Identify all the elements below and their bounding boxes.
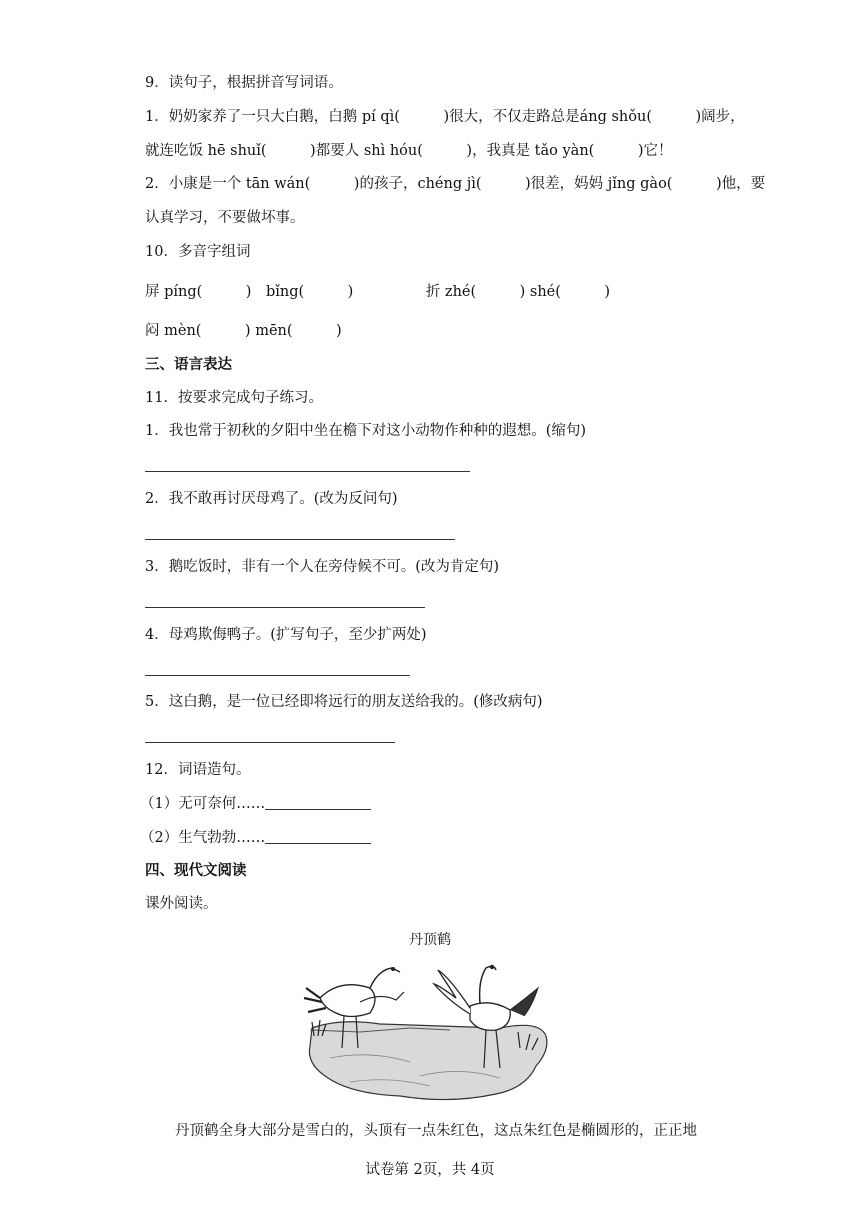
q11-item-3: 3．鹅吃饭时，非有一个人在旁侍候不可。(改为肯定句): [145, 559, 500, 575]
q11-item-1: 1．我也常于初秋的夕阳中坐在檐下对这小动物作种种的遐想。(缩句): [145, 423, 587, 439]
reading-paragraph-line1: 丹顶鹤全身大部分是雪白的，头顶有一点朱红色，这点朱红色是椭圆形的，正正地: [175, 1123, 697, 1139]
q12-item-2-text: （2）生气勃勃……: [140, 830, 266, 846]
q11-item-4: 4．母鸡欺侮鸭子。(扩写句子，至少扩两处): [145, 627, 427, 643]
q9-sentence2-line2: 认真学习，不要做坏事。: [145, 210, 305, 226]
q12-answer-blank-2[interactable]: [265, 829, 371, 844]
answer-line-3[interactable]: [145, 607, 425, 608]
q9-title: 9．读句子，根据拼音写词语。: [145, 75, 343, 91]
q12-item-1: [140, 794, 371, 814]
q11-item-5: 5．这白鹅，是一位已经即将远行的朋友送给我的。(修改病句): [145, 694, 543, 710]
q9-sentence1-line1: 1．奶奶家养了一只大白鹅，白鹅 pí qì( )很大，不仅走路总是áng shǒu( )阔步，: [145, 109, 745, 125]
q10-row2: 闷 mèn( ) mēn( ): [145, 323, 342, 339]
q10-title: 10．多音字组词: [145, 244, 251, 260]
q12-item-2: [140, 828, 371, 848]
page-footer: 试卷第 2页，共 4页: [365, 1162, 495, 1178]
q9-sentence2-line1: 2．小康是一个 tān wán( )的孩子，chéng jì( )很差，妈妈 jǐng gào( )他，要: [145, 176, 766, 192]
reading-intro: 课外阅读。: [145, 896, 218, 912]
answer-line-1[interactable]: [145, 471, 470, 472]
answer-line-2[interactable]: [145, 539, 455, 540]
q11-title: 11．按要求完成句子练习。: [145, 390, 323, 406]
section4-heading: 四、现代文阅读: [145, 862, 247, 879]
q12-title: 12．词语造句。: [145, 762, 251, 778]
reading-title: 丹顶鹤: [409, 932, 451, 948]
q12-item-1-text: （1）无可奈何……: [140, 796, 266, 812]
q10-row1: 屏 píng( ) bǐng( ) 折 zhé( ) shé( ): [145, 284, 611, 300]
answer-line-5[interactable]: [145, 742, 395, 743]
two-cranes-illustration: [300, 958, 550, 1108]
section3-heading: 三、语言表达: [145, 356, 232, 373]
q9-sentence1-line2: 就连吃饭 hē shuǐ( )都要人 shì hóu( )，我真是 tǎo yàn( )它！: [145, 143, 673, 159]
answer-line-4[interactable]: [145, 675, 410, 676]
q11-item-2: 2．我不敢再讨厌母鸡了。(改为反问句): [145, 491, 398, 507]
q12-answer-blank-1[interactable]: [265, 795, 371, 810]
